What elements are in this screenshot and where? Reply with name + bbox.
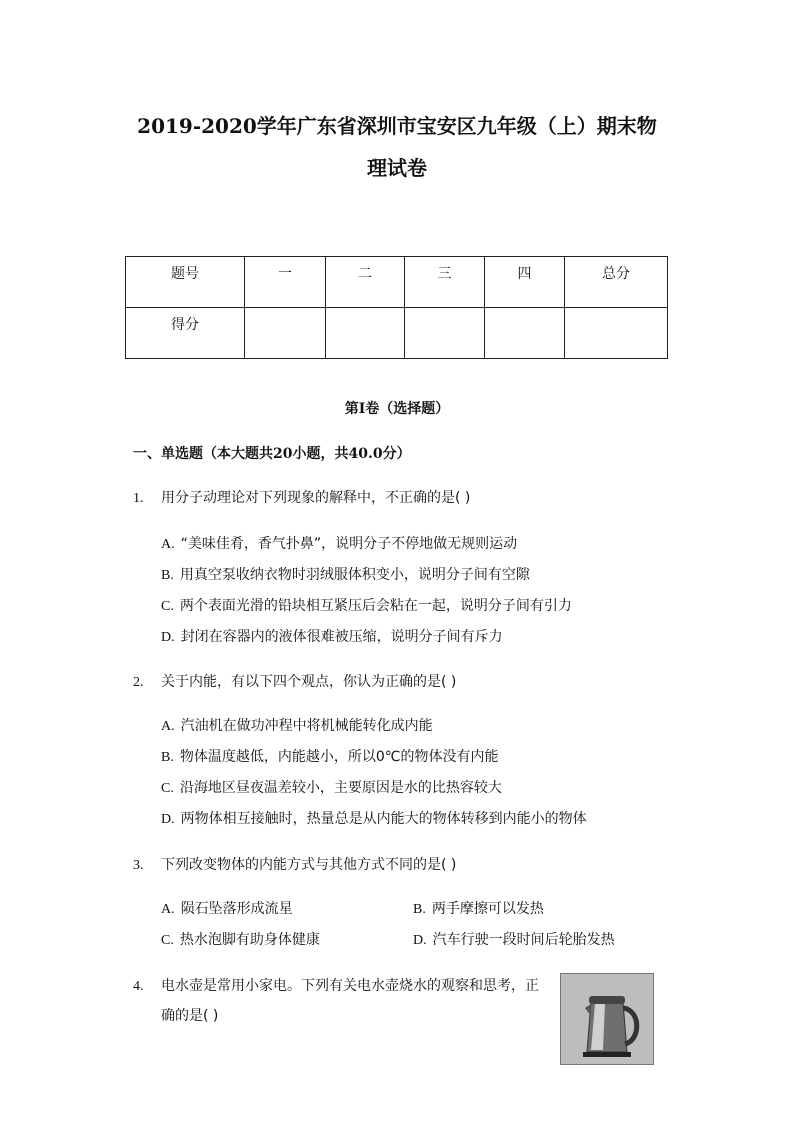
question-1-option-b: B. 用真空泵收纳衣物时羽绒服体积变小，说明分子间有空隙	[161, 567, 530, 583]
question-number: 3.	[133, 858, 144, 873]
header-part-4: 四	[485, 257, 565, 308]
score-cell	[405, 308, 485, 359]
score-table	[125, 256, 668, 359]
question-3-option-b: B. 两手摩擦可以发热	[413, 901, 544, 917]
question-number: 4.	[133, 979, 144, 994]
question-text-line1: 电水壶是常用小家电。下列有关电水壶烧水的观察和思考，正	[161, 978, 539, 994]
question-4	[133, 975, 539, 995]
score-table-header-row	[126, 257, 668, 308]
header-total: 总分	[565, 257, 668, 308]
score-cell	[565, 308, 668, 359]
question-2-option-a: A. 汽油机在做功冲程中将机械能转化成内能	[161, 718, 433, 734]
question-2-option-b: B. 物体温度越低，内能越小，所以0℃的物体没有内能	[161, 749, 499, 765]
header-part-1: 一	[245, 257, 326, 308]
question-2-option-c: C. 沿海地区昼夜温差较小，主要原因是水的比热容较大	[161, 780, 502, 796]
question-3-option-d: D. 汽车行驶一段时间后轮胎发热	[413, 932, 615, 948]
exam-title-line2: 理试卷	[367, 156, 427, 180]
question-text: 关于内能，有以下四个观点，你认为正确的是( )	[161, 674, 457, 690]
question-1-option-a: A. “美味佳肴，香气扑鼻”，说明分子不停地做无规则运动	[161, 536, 518, 552]
question-2	[133, 671, 456, 691]
score-row-label: 得分	[126, 308, 245, 359]
header-part-3: 三	[405, 257, 485, 308]
question-1-option-c: C. 两个表面光滑的铅块相互紧压后会粘在一起，说明分子间有引力	[161, 598, 572, 614]
electric-kettle-image	[560, 973, 654, 1065]
question-text: 下列改变物体的内能方式与其他方式不同的是( )	[161, 857, 457, 873]
question-number: 1.	[133, 491, 144, 506]
question-text: 用分子动理论对下列现象的解释中，不正确的是( )	[161, 490, 471, 506]
question-3-option-c: C. 热水泡脚有助身体健康	[161, 932, 320, 948]
score-cell	[326, 308, 405, 359]
kettle-icon	[561, 974, 653, 1064]
question-1	[133, 487, 470, 507]
section-title: 第Ⅰ卷（选择题）	[344, 401, 450, 417]
score-cell	[485, 308, 565, 359]
score-table-score-row	[126, 308, 668, 359]
exam-title-line1: 2019-2020学年广东省深圳市宝安区九年级（上）期末物	[137, 114, 657, 138]
question-2-option-d: D. 两物体相互接触时，热量总是从内能大的物体转移到内能小的物体	[161, 811, 587, 827]
question-1-option-d: D. 封闭在容器内的液体很难被压缩，说明分子间有斥力	[161, 629, 503, 645]
part-title: 一、单选题（本大题共20小题，共40.0分）	[133, 446, 411, 462]
question-3-option-a: A. 陨石坠落形成流星	[161, 901, 293, 917]
question-4-line2: 确的是( )	[161, 1008, 219, 1024]
score-cell	[245, 308, 326, 359]
header-question-number: 题号	[126, 257, 245, 308]
question-number: 2.	[133, 675, 144, 690]
question-3	[133, 854, 456, 874]
header-part-2: 二	[326, 257, 405, 308]
